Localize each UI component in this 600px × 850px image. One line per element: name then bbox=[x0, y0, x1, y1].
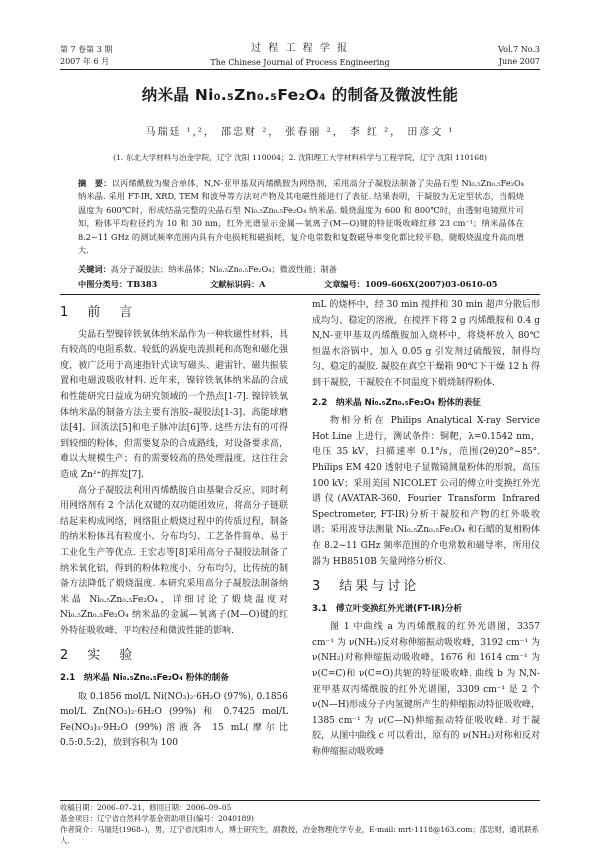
abstract-label: 摘 要： bbox=[78, 178, 112, 188]
keywords-label: 关键词： bbox=[78, 264, 111, 274]
received-date: 收稿日期：2006–07–21，修回日期：2006–09–05 bbox=[60, 803, 232, 812]
section-3-heading: 3 结果与讨论 bbox=[312, 579, 420, 595]
right-column bbox=[312, 298, 540, 761]
section-1-heading: 1 前 言 bbox=[60, 305, 136, 320]
header-rule bbox=[60, 69, 540, 70]
header-volume: Vol.7 No.3 bbox=[498, 45, 540, 54]
subsection-2-2-heading: 2.2 纳米晶 Ni₀.₅Zn₀.₅Fe₂O₄ 粉体的表征 bbox=[312, 397, 481, 408]
keywords-text: 高分子凝胶法；纳米晶体；Ni₀.₅Zn₀.₅Fe₂O₄；微波性能；制备 bbox=[110, 264, 337, 274]
prep-continued-paragraph: mL 的烧杯中，经 30 min 搅拌和 30 min 超声分散后形成均匀、稳定的溶液，在搅拌下将 2 g 丙烯酰胺和 0.4 g N,N-亚甲基双丙烯酰胺加入烧杯中，将烧杯放入 80℃ 恒温水浴锅中，加入 0.05 g 引发剂过硫酸铵，制得均匀、稳定的凝胶. 凝胶在真空干燥箱 90℃下干燥 12 h 得到干凝胶，干凝胶在不同温度下煅烧制得粉体. bbox=[312, 300, 540, 388]
section-2-heading: 2 实 验 bbox=[60, 648, 136, 664]
keywords bbox=[78, 263, 524, 276]
abstract-rule bbox=[60, 294, 540, 295]
footnote-rule bbox=[60, 800, 540, 801]
author-list: 马瑞廷 ¹,²， 邵忠财 ²， 张春丽 ²， 李 红 ²， 田彦文 ¹ bbox=[145, 127, 455, 138]
left-column bbox=[60, 296, 288, 752]
intro-paragraph-1: 尖晶石型镍锌铁氧体纳米晶作为一种软磁性材料，具有较高的电阻系数、较低的涡旋电流损耗和高饱和磁化强度，被广泛用于高速指针式读写磁头、避雷针、磁共振装置和电磁波吸收材料. 近年来，镍锌铁氧体纳米晶的合成和性能研究日益成为研究领域的一个热点[1-7]. 镍锌铁氧体纳米晶的制备方法主要有溶胶–凝胶法[1-3]、高能球磨法[4]、回流法[5]和电子脉冲法[6]等. 这些方法有的可得到较细的粉体，但需要复杂的合成路线，对设备要求高，难以大规模生产；有的需要较高的热处理温度，这往往会造成 Zn²⁺的挥发[7]. bbox=[60, 329, 288, 480]
paper-title: 纳米晶 Ni₀.₅Zn₀.₅Fe₂O₄ 的制备及微波性能 bbox=[141, 86, 459, 104]
journal-name-en: The Chinese Journal of Process Engineering bbox=[210, 58, 390, 67]
fund-note: 基金项目：辽宁省自然科学基金资助项目(编号：2040189) bbox=[60, 814, 254, 823]
characterization-paragraph: 物相分析在 Philips Analytical X-ray Service Hot Line 上进行，测试条件：铜靶，λ=0.1542 nm，电压 35 kV，扫描速率 0.1°/s，范围(2θ)20°~85°. Philips EM 420 透射电子显微镜测量粉体的形貌，高压 100 kV；采用美国 NICOLET 公司的傅立叶变换红外光谱仪(AVATAR-360, Fourier Transform Infrared Spectrometer, FT-IR)分析干凝胶和产物的红外吸收谱；采用波导法测量 Ni₀.₅Zn₀.₅Fe₂O₄ 和石蜡的复相粉体在 8.2~11 GHz 频率范围的介电常数和磁导率，所用仪器为 HB8510B 矢量网络分析仪. bbox=[312, 416, 540, 567]
class-number: 中图分类号：TB383 bbox=[78, 279, 158, 289]
doc-code: 文献标识码：A bbox=[210, 279, 266, 289]
subsection-3-1-heading: 3.1 傅立叶变换红外光谱(FT-IR)分析 bbox=[312, 603, 463, 614]
article-number: 文章编号：1009-606X(2007)03-0610-05 bbox=[324, 279, 498, 289]
header-date: 2007 年 6 月 bbox=[60, 57, 110, 66]
author-bio: 作者简介：马瑞廷(1968–)，男，辽宁省沈阳市人，博士研究生，副教授，冶金物理化学专业，E-mail: mrt-1118@163.com；邵忠财，通讯联系人. bbox=[60, 825, 539, 845]
journal-name-cn: 过 程 工 程 学 报 bbox=[251, 43, 349, 54]
header-month: June 2007 bbox=[498, 57, 540, 66]
ftir-paragraph: 图 1 中曲线 a 为丙烯酰胺的红外光谱图，3357 cm⁻¹ 为 ν(NH₂)反对称伸缩振动吸收峰，3192 cm⁻¹ 为 ν(NH₂)对称伸缩振动吸收峰，1676 和 1614 cm⁻¹ 为 ν(C=C)和 ν(C=O)共轭的特征吸收峰. 曲线 b 为 N,N-亚甲基双丙烯酰胺的红外光谱图，3309 cm⁻¹ 是 2 个 ν(N—H)形成分子内氢键所产生的伸缩振动特征吸收峰，1385 cm⁻¹ 为 ν(C—N)伸缩振动特征吸收峰. 对于凝胶，从图中曲线 c 可以看出，原有的 ν(NH₂)对称和反对称伸缩振动吸收峰 bbox=[312, 622, 540, 758]
intro-paragraph-2: 高分子凝胶法利用丙烯酰胺自由基聚合反应，同时利用网络剂有 2 个活化双键的双功能团效应，将高分子链联结起来构成网络，网络阻止煅烧过程中的传质过程，制备的纳米粉体具有粒度小、分布均匀、工艺条件简单、易于工业化生产等优点. 王宏志等[8]采用高分子凝胶法制备了纳米氧化铝，得到的粉体粒度小、分布均匀，比传统的制备方法降低了煅烧温度. 本研究采用高分子凝胶法制备纳米晶 Ni₀.₅Zn₀.₅Fe₂O₄，详细讨论了煅烧温度对 Ni₀.₅Zn₀.₅Fe₂O₄ 纳米晶的金属—氧离子(M—O)键的红外特征吸收峰、平均粒径和微波性能的影响. bbox=[60, 485, 288, 636]
classification-line bbox=[78, 278, 524, 291]
affiliation: (1. 东北大学材料与冶金学院，辽宁 沈阳 110004；2. 沈阳理工大学材料科学与工程学院，辽宁 沈阳 110168) bbox=[113, 153, 487, 162]
abstract-text: 以丙烯酰胺为聚合单体，N,N-亚甲基双丙烯酰胺为网络剂，采用高分子凝胶法制备了尖晶石型 Ni₀.₅Zn₀.₅Fe₂O₄ 纳米晶. 采用 FT-IR, XRD, TEM 和波导等方法对产物及其电磁性能进行了表征. 结果表明，干凝胶为无定型状态，当煅烧温度为 600℃时，形成结晶完整的尖晶石型 Ni₀.₅Zn₀.₅Fe₂O₄ 纳米晶. 煅烧温度为 600 和 800℃时，由透射电镜照片可知，粉体平均粒径约为 10 和 30 nm，红外光谱显示金属—氧离子(M—O)键的特征吸收峰红移 23 cm⁻¹；纳米晶体在 8.2~11 GHz 的测试频率范围内具有介电损耗和磁损耗，复介电常数和复数磁导率变化都比较平稳，随煅烧温度升高而增大. bbox=[78, 178, 524, 256]
subsection-2-1-heading: 2.1 纳米晶 Ni₀.₅Zn₀.₅Fe₂O₄ 粉体的制备 bbox=[60, 673, 229, 684]
header-issue: 第 7 卷第 3 期 bbox=[60, 45, 113, 54]
prep-paragraph: 取 0.1856 mol/L Ni(NO₃)₂·6H₂O (97%), 0.1856 mol/L Zn(NO₃)₂·6H₂O (99%) 和 0.7425 mol/L Fe(NO₃)₃·9H₂O (99%)溶液各 15 mL(摩尔比 0.5:0.5:2)，放到容积为 100 bbox=[60, 691, 288, 749]
abstract bbox=[78, 177, 524, 257]
